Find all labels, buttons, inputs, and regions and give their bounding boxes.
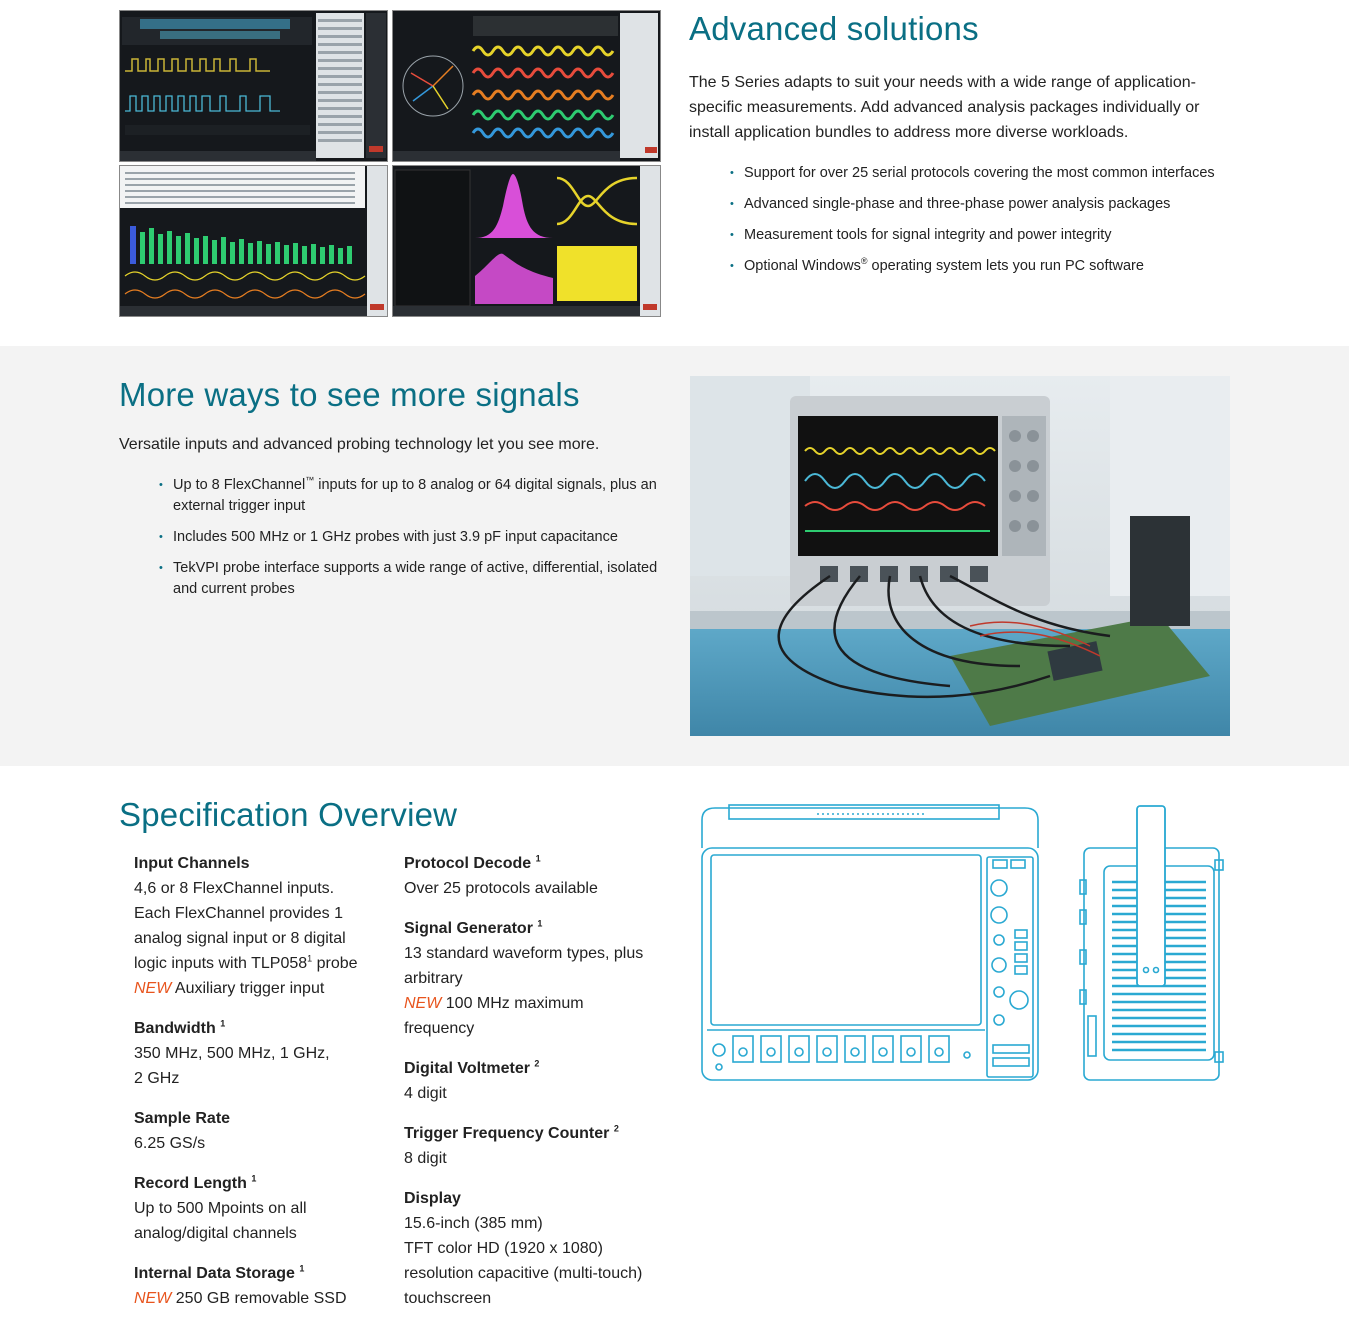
spec-record-length [134, 1171, 369, 1246]
spec-title-text: Record Length [134, 1175, 247, 1192]
windows-text: Optional Windows [744, 258, 861, 274]
oscilloscope-line-drawing [697, 800, 1227, 1090]
spec-title: Display [404, 1190, 461, 1207]
harmonics-graphic [120, 166, 387, 316]
spec-protocol-decode [404, 851, 654, 901]
specification-overview-section [0, 766, 1349, 1316]
spec-value [134, 1286, 369, 1311]
footnote-mark: 2 [613, 1123, 619, 1134]
spec-title [404, 916, 654, 941]
spec-text: 13 standard waveform types, plus arbitrary [404, 945, 644, 987]
spec-value [134, 1041, 369, 1091]
footnote-mark: 1 [535, 853, 541, 864]
advanced-solutions-heading: Advanced solutions [689, 10, 979, 47]
advanced-solutions-text [689, 10, 1229, 287]
spec-value: Over 25 protocols available [404, 880, 598, 897]
spec-value [134, 876, 369, 1001]
spec-title [134, 1171, 369, 1196]
spec-title-text: Internal Data Storage [134, 1265, 295, 1282]
new-label: NEW [404, 995, 442, 1012]
spec-title: Input Channels [134, 855, 250, 872]
spec-title [404, 1056, 654, 1081]
flexchannel-text: Up to 8 FlexChannel [173, 477, 306, 493]
spec-signal-generator [404, 916, 654, 1041]
spec-column-right [404, 851, 654, 1326]
oscilloscope-photo-graphic [690, 376, 1230, 736]
flexchannel-text-tail: inputs for up to 8 analog or 64 digital signals, plus an external trigger input [173, 477, 657, 514]
more-signals-intro: Versatile inputs and advanced probing technology let you see more. [119, 436, 600, 453]
spec-title-text: Bandwidth [134, 1020, 216, 1037]
oscilloscope-lab-photo [690, 376, 1230, 736]
new-label: NEW [134, 1290, 172, 1307]
screenshot-protocol-decode [119, 10, 388, 162]
footnote-mark: 2 [534, 1058, 540, 1069]
spec-value [404, 941, 654, 1041]
signal-integrity-graphic [393, 166, 660, 316]
list-item: • Includes 500 MHz or 1 GHz probes with just 3.9 pF input capacitance [159, 527, 659, 548]
more-signals-list [159, 475, 659, 600]
spec-digital-voltmeter [404, 1056, 654, 1106]
spec-title-text: Trigger Frequency Counter [404, 1125, 610, 1142]
spec-title [134, 1016, 369, 1041]
advanced-solutions-list [730, 163, 1229, 277]
more-signals-section [0, 346, 1349, 766]
oscilloscope-outline-graphic [697, 800, 1227, 1090]
footnote-mark: 1 [537, 918, 543, 929]
footnote-mark: 1 [307, 953, 313, 964]
spec-value: Up to 500 Mpoints on all analog/digital channels [134, 1200, 307, 1242]
spec-trigger-counter [404, 1121, 654, 1171]
footnote-mark: 1 [299, 1263, 305, 1274]
spec-bandwidth [134, 1016, 369, 1091]
spec-title [404, 851, 654, 876]
spec-text: 2 GHz [134, 1070, 180, 1087]
spec-title [134, 1261, 369, 1286]
list-item [730, 256, 1229, 277]
spec-title: Sample Rate [134, 1110, 231, 1127]
more-signals-heading: More ways to see more signals [119, 376, 580, 413]
spec-new-text: 100 MHz maximum frequency [404, 995, 584, 1037]
list-item [159, 475, 659, 517]
spec-sample-rate [134, 1106, 369, 1156]
more-signals-text [119, 376, 664, 610]
trademark-mark: ™ [305, 475, 315, 486]
spec-value: 4 digit [404, 1085, 447, 1102]
spec-internal-storage [134, 1261, 369, 1311]
spec-value: 6.25 GS/s [134, 1135, 206, 1152]
spec-title-text: Protocol Decode [404, 855, 532, 872]
screenshot-harmonics [119, 165, 388, 317]
list-item: • Support for over 25 serial protocols covering the most common interfaces [730, 163, 1229, 184]
list-item: • TekVPI probe interface supports a wide range of active, differential, isolated and current probes [159, 558, 659, 600]
screenshot-signal-integrity [392, 165, 661, 317]
new-label: NEW [134, 980, 172, 997]
spec-text: 15.6-inch (385 mm) [404, 1215, 543, 1232]
spec-new-text: 250 GB removable SSD [171, 1290, 347, 1307]
spec-column-left [134, 851, 369, 1326]
spec-display [404, 1186, 654, 1311]
spec-input-channels [134, 851, 369, 1001]
screenshot-power-analysis [392, 10, 661, 162]
spec-value [404, 1211, 654, 1311]
footnote-mark: 1 [251, 1173, 257, 1184]
advanced-solutions-intro: The 5 Series adapts to suit your needs with a wide range of application-specific measurements. Add advanced analysis packages individually or install application bundles to address more diverse workloads. [689, 74, 1200, 141]
spec-text-tail: probe [312, 955, 358, 972]
power-analysis-graphic [393, 11, 660, 161]
protocol-decode-graphic [120, 11, 387, 161]
spec-new-text: Auxiliary trigger input [171, 980, 325, 997]
spec-title [404, 1121, 654, 1146]
spec-title-text: Signal Generator [404, 920, 533, 937]
spec-title-text: Digital Voltmeter [404, 1060, 530, 1077]
footnote-mark: 1 [220, 1018, 226, 1029]
spec-value: 8 digit [404, 1150, 447, 1167]
spec-text: 4,6 or 8 FlexChannel inputs. Each FlexChannel provides 1 analog signal input or 8 digital logic inputs with TLP058 [134, 880, 346, 972]
spec-heading: Specification Overview [119, 796, 458, 833]
windows-text-tail: operating system lets you run PC software [871, 258, 1144, 274]
list-item: • Measurement tools for signal integrity and power integrity [730, 225, 1229, 246]
list-item: • Advanced single-phase and three-phase power analysis packages [730, 194, 1229, 215]
advanced-solutions-section [0, 0, 1349, 346]
spec-text: 350 MHz, 500 MHz, 1 GHz, [134, 1045, 330, 1062]
registered-mark: ® [860, 256, 868, 267]
spec-text: TFT color HD (1920 x 1080) resolution capacitive (multi-touch) touchscreen [404, 1240, 643, 1307]
